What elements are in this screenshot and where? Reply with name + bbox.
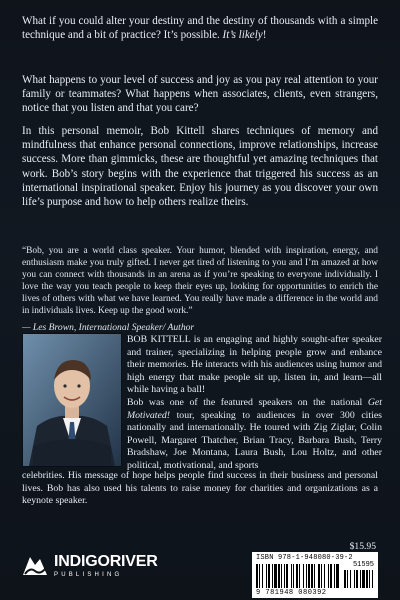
author-bio-part2: Bob was one of the featured speakers on the national Get Motivated! tour, speaking to audiences in over 300 cities nationally and internationally. He toured with Zig Ziglar, Colin Powell, Margaret Thatcher, Brian Tracy, Barbara Bush, Terry Bradshaw, Joe Montana, Laura Bush, Lou Holtz, and other political, motivational, and sports: [127, 397, 382, 471]
isbn-text: ISBN 978-1-948080-39-2: [256, 554, 353, 562]
isbn-barcode: [252, 552, 378, 598]
testimonial-quote: “Bob, you are a world class speaker. Your humor, blended with inspiration, energy, and enthusiasm make you truly gifted. I never get tired of listening to you and I’m amazed at how you can connect with thousands in an arena as if you’re speaking to everyone individually. I love the way you teach people to keep their eyes up, looking for opportunities to enrich the lives of others with what we have learned. You really have made a difference in the world and in individuals lives. Keep up the good work.”: [22, 246, 378, 317]
ean-barcode-bars: [256, 564, 340, 588]
price-barcode-bars: [344, 570, 374, 588]
intro-paragraph: What if you could alter your destiny and the destiny of thousands with a simple technique and a bit of practice? It’s possible. It’s likely!: [22, 15, 378, 42]
author-portrait-icon: [23, 334, 121, 466]
author-bio-part1: BOB KITTELL is an engaging and highly sought-after speaker and trainer, specializing in helping people grow and enhance their memories. He interacts with his audiences using humor and high energy that make people sit up, listen in, and learn—all while having a ball!: [127, 334, 382, 395]
publisher-logo: [22, 553, 156, 579]
price-label: $15.95: [349, 541, 376, 552]
tour-name: Get Motivated!: [127, 397, 382, 421]
author-photo: [22, 333, 122, 467]
question-paragraph: What happens to your level of success and joy as you pay real attention to your family or teammates? What happens when associates, clients, even strangers, notice that you listen and that you care?: [22, 74, 378, 115]
river-wave-icon: [22, 555, 48, 577]
publisher-name: INDIGORIVER: [54, 553, 158, 570]
barcode-bar: [372, 570, 373, 588]
barcode-bar: [336, 564, 339, 588]
intro-emphasis: It’s likely: [222, 29, 263, 42]
ean-digits: 9 781948 080392: [256, 589, 327, 597]
barcode-price-code: 51595: [352, 561, 374, 569]
testimonial-attribution: — Les Brown, International Speaker/ Author: [22, 322, 195, 333]
publisher-subtitle: PUBLISHING: [54, 572, 123, 578]
author-bio-part3: celebrities. His message of hope helps people find success in their business and personal lives. Bob has also used his talents to raise money for charities and organizations as a keynote speaker.: [22, 470, 378, 506]
memoir-paragraph: In this personal memoir, Bob Kittell shares techniques of memory and mindfulness that enhance personal connections, improve relationships, increase success. More than gimmicks, these are thoughtful yet amazing techniques that work. Bob’s story begins with the experience that triggered his success as an international inspirational speaker. Enjoy his journey as you discover your own life’s purpose and how to help others realize theirs.: [22, 125, 378, 209]
